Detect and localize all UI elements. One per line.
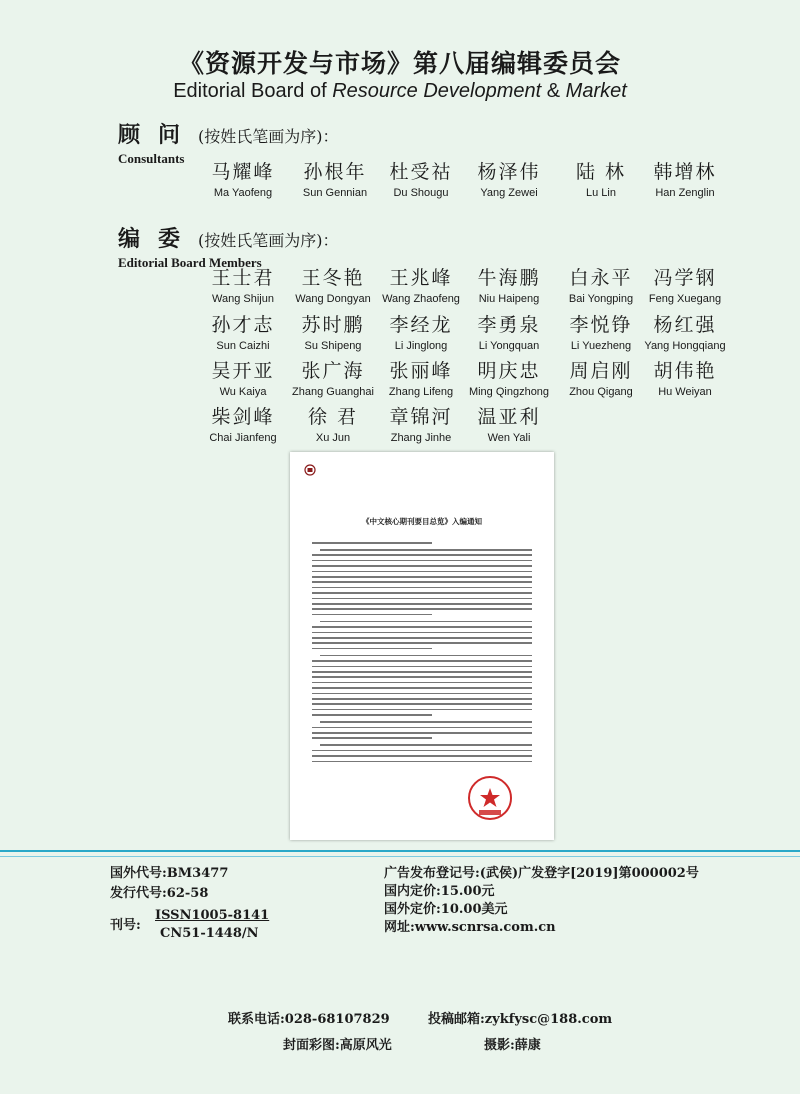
- text-line: [312, 626, 532, 628]
- board-member-name: 张广海 Zhang Guanghai: [292, 360, 374, 398]
- distribution-code: 发行代号:62-58: [110, 886, 209, 901]
- text-line: [320, 621, 532, 623]
- board-member-name: 胡伟艳 Hu Weiyan: [653, 360, 717, 398]
- text-line: [312, 581, 532, 583]
- board-heading-cn: 编委: [118, 226, 199, 252]
- photographer-credit: 摄影:薛康: [484, 1038, 541, 1053]
- text-line: [312, 565, 532, 567]
- text-line: [312, 732, 532, 734]
- text-line: [312, 542, 432, 544]
- submission-email: 投稿邮箱:zykfysc@188.com: [428, 1012, 613, 1027]
- text-line: [312, 592, 532, 594]
- journal-title-cn: 《资源开发与市场》第八届编辑委员会: [178, 49, 621, 78]
- board-member-name: 温亚利 Wen Yali: [477, 406, 541, 444]
- issn: ISSN1005-8141: [155, 908, 270, 923]
- text-line: [312, 693, 532, 695]
- foreign-price: 国外定价:10.00美元: [384, 902, 508, 917]
- board-member-name: 明庆忠 Ming Qingzhong: [468, 360, 550, 398]
- consultants-heading-cn: 顾问: [118, 122, 199, 148]
- text-line: [312, 682, 532, 684]
- text-line: [312, 676, 532, 678]
- consultant-name: 陆 林 Lu Lin: [575, 161, 627, 199]
- journal-number-label: 刊号:: [110, 918, 141, 933]
- text-line: [320, 721, 532, 723]
- inclusion-notice-document: [290, 452, 554, 840]
- board-member-name: 杨红强 Yang Hongqiang: [644, 314, 726, 352]
- official-seal-icon: [466, 774, 514, 822]
- text-line: [312, 576, 532, 578]
- text-line: [312, 648, 432, 650]
- contact-phone: 联系电话:028-68107829: [228, 1012, 390, 1027]
- board-member-name: 王士君 Wang Shijun: [211, 267, 275, 305]
- title-en-market: Market: [565, 80, 627, 102]
- text-line: [312, 666, 532, 668]
- cover-photo-credit: 封面彩图:高原风光: [283, 1038, 392, 1053]
- text-line: [312, 687, 532, 689]
- website: 网址:www.scnrsa.com.cn: [384, 920, 556, 935]
- text-line: [312, 560, 532, 562]
- text-line: [312, 703, 532, 705]
- board-member-name: 白永平 Bai Yongping: [568, 267, 634, 305]
- text-line: [312, 637, 532, 639]
- journal-title-en: [0, 80, 800, 103]
- domestic-price: 国内定价:15.00元: [384, 884, 495, 899]
- consultant-name: 杜受祜 Du Shougu: [389, 161, 453, 199]
- board-member-name: 苏时鹏 Su Shipeng: [301, 314, 365, 352]
- text-line: [312, 554, 532, 556]
- library-emblem-icon: [304, 464, 316, 476]
- board-member-name: 周启刚 Zhou Qigang: [569, 360, 633, 398]
- divider-line: [0, 856, 800, 857]
- board-member-name: 孙才志 Sun Caizhi: [211, 314, 275, 352]
- board-member-name: 吴开亚 Wu Kaiya: [211, 360, 275, 398]
- text-line: [312, 761, 532, 763]
- ad-license: 广告发布登记号:(武侯)广发登字[2019]第000002号: [384, 866, 699, 881]
- cn-number: CN51-1448/N: [160, 926, 259, 941]
- text-line: [312, 614, 432, 616]
- text-line: [312, 671, 532, 673]
- board-heading: [118, 222, 339, 271]
- text-line: [312, 632, 532, 634]
- text-line: [320, 744, 532, 746]
- board-member-name: 李勇泉 Li Yongquan: [477, 314, 541, 352]
- text-line: [312, 598, 532, 600]
- consultant-name: 杨泽伟 Yang Zewei: [477, 161, 541, 199]
- text-line: [312, 737, 432, 739]
- board-member-name: 张丽峰 Zhang Lifeng: [388, 360, 454, 398]
- board-member-name: 徐 君 Xu Jun: [307, 406, 359, 444]
- text-line: [320, 655, 532, 657]
- text-line: [312, 608, 532, 610]
- consultant-name: 孙根年 Sun Gennian: [302, 161, 368, 199]
- text-line: [312, 642, 532, 644]
- consultant-name: 韩增林 Han Zenglin: [653, 161, 717, 199]
- text-line: [312, 603, 532, 605]
- notice-title: 《中文核心期刊要目总览》入编通知: [362, 517, 482, 526]
- board-heading-note: (按姓氏笔画为序)：: [198, 231, 339, 250]
- board-member-name: 冯学钢 Feng Xuegang: [648, 267, 722, 305]
- board-member-name: 王兆峰 Wang Zhaofeng: [382, 267, 460, 305]
- title-en-prefix: Editorial Board of: [173, 80, 333, 102]
- text-line: [312, 571, 532, 573]
- board-member-name: 牛海鹏 Niu Haipeng: [477, 267, 541, 305]
- title-en-journal: Resource Development: [332, 80, 542, 102]
- text-line: [312, 660, 532, 662]
- consultants-heading-note: (按姓氏笔画为序)：: [198, 127, 339, 146]
- text-line: [320, 549, 532, 551]
- board-member-name: 章锦河 Zhang Jinhe: [389, 406, 453, 444]
- board-member-name: 王冬艳 Wang Dongyan: [295, 267, 371, 305]
- text-line: [312, 750, 532, 752]
- text-line: [312, 698, 532, 700]
- board-heading-en: Editorial Board Members: [118, 255, 262, 270]
- foreign-code: 国外代号:BM3477: [110, 866, 229, 881]
- board-member-name: 李经龙 Li Jinglong: [389, 314, 453, 352]
- title-en-amp: &: [541, 80, 566, 102]
- text-line: [312, 709, 532, 711]
- divider-line: [0, 850, 800, 852]
- text-line: [312, 587, 532, 589]
- board-member-name: 柴剑峰 Chai Jianfeng: [209, 406, 277, 444]
- consultants-heading-en: Consultants: [118, 151, 185, 166]
- consultant-name: 马耀峰 Ma Yaofeng: [211, 161, 275, 199]
- board-member-name: 李悦铮 Li Yuezheng: [569, 314, 633, 352]
- text-line: [312, 727, 532, 729]
- text-line: [312, 755, 532, 757]
- text-line: [312, 714, 432, 716]
